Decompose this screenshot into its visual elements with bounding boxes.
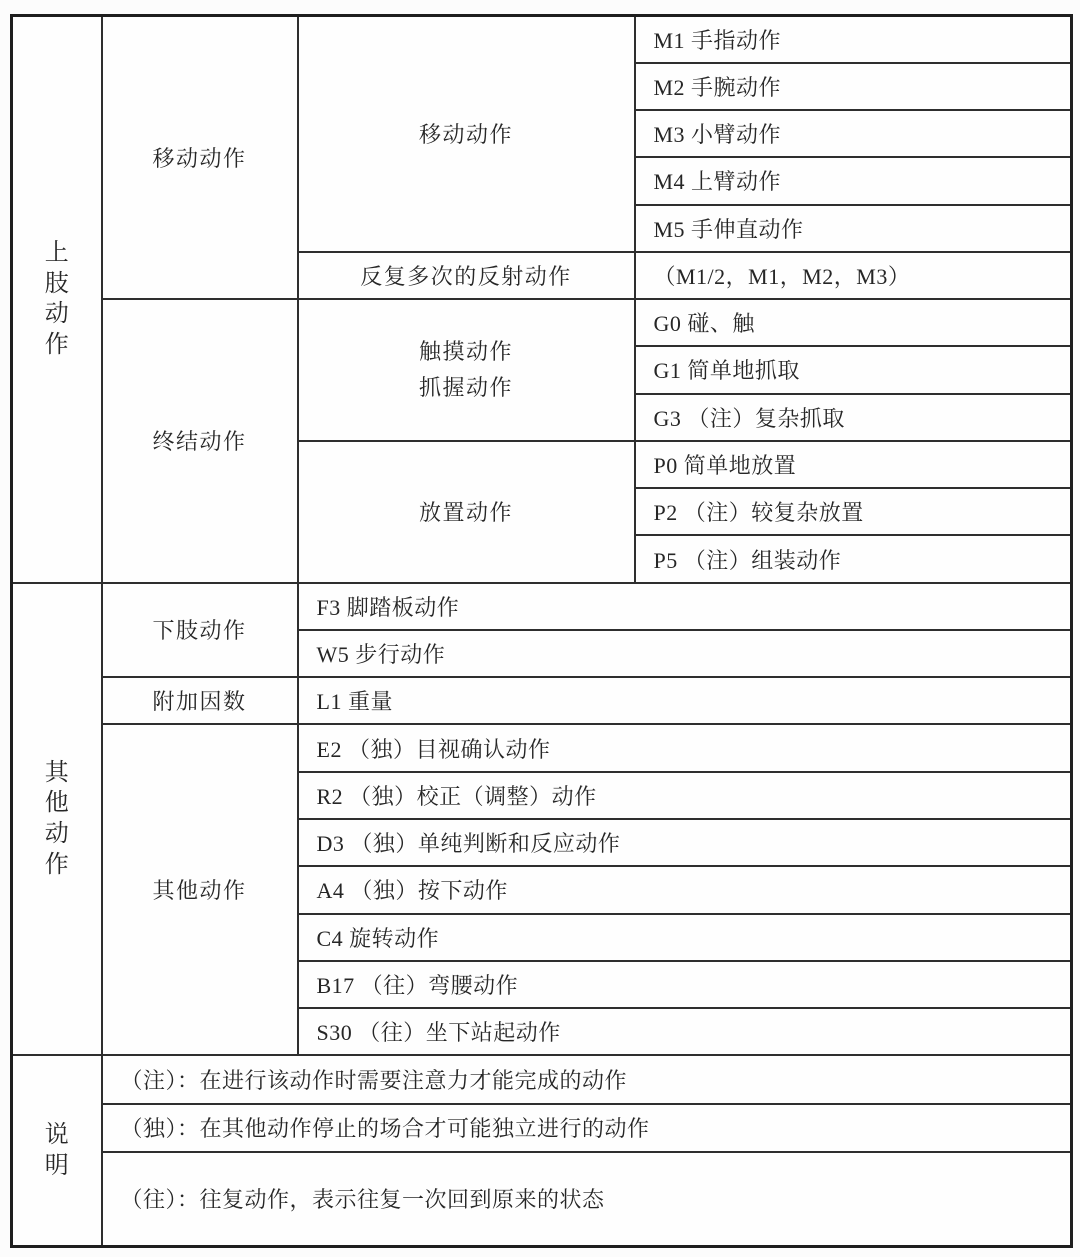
subcategory-repeated-reflex-actions: 反复多次的反射动作 <box>298 252 635 299</box>
category-move-actions: 移动动作 <box>102 16 298 300</box>
section-label-upper-limb-actions <box>12 16 102 583</box>
item-m3-forearm-action: M3 小臂动作 <box>635 110 1072 157</box>
note-wang-reciprocal: （往）：往复动作，表示往复一次回到原来的状态 <box>102 1152 1072 1247</box>
item-m1-finger-action: M1 手指动作 <box>635 16 1072 63</box>
vertical-label-other-actions: 其他动作 <box>44 759 69 878</box>
item-f3-pedal-action: F3 脚踏板动作 <box>298 583 1072 630</box>
subcategory-place-actions: 放置动作 <box>298 441 635 583</box>
note-zhu-attention: （注）：在进行该动作时需要注意力才能完成的动作 <box>102 1055 1072 1103</box>
note-du-independent: （独）：在其他动作停止的场合才可能独立进行的动作 <box>102 1104 1072 1152</box>
item-m4-upper-arm-action: M4 上臂动作 <box>635 157 1072 204</box>
vertical-label-upper-limb: 上肢动作 <box>44 239 69 359</box>
item-p2-complex-place: P2 （注）较复杂放置 <box>635 488 1072 535</box>
item-r2-correction-adjust-action: R2 （独）校正（调整）动作 <box>298 772 1072 819</box>
subcategory-move-actions: 移动动作 <box>298 16 635 252</box>
item-p5-assembly-action: P5 （注）组装动作 <box>635 535 1072 582</box>
category-terminal-actions: 终结动作 <box>102 299 298 583</box>
item-l1-weight: L1 重量 <box>298 677 1072 724</box>
item-s30-sit-stand-action: S30 （往）坐下站起动作 <box>298 1008 1072 1055</box>
item-w5-walking-action: W5 步行动作 <box>298 630 1072 677</box>
item-g0-touch-contact: G0 碰、触 <box>635 299 1072 346</box>
item-reflex-codes: （M1/2，M1，M2，M3） <box>635 252 1072 299</box>
section-label-notes <box>12 1055 102 1246</box>
item-d3-judge-react-action: D3 （独）单纯判断和反应动作 <box>298 819 1072 866</box>
item-m5-arm-extend-action: M5 手伸直动作 <box>635 205 1072 252</box>
touch-actions-label: 触摸动作 <box>418 339 513 365</box>
item-c4-rotate-action: C4 旋转动作 <box>298 914 1072 961</box>
mod-motion-classification-table <box>10 14 1073 1248</box>
item-g3-complex-grasp: G3 （注）复杂抓取 <box>635 394 1072 441</box>
item-a4-press-action: A4 （独）按下动作 <box>298 866 1072 913</box>
category-misc-actions: 其他动作 <box>102 724 298 1055</box>
item-p0-simple-place: P0 简单地放置 <box>635 441 1072 488</box>
section-label-other-actions <box>12 583 102 1056</box>
item-m2-wrist-action: M2 手腕动作 <box>635 63 1072 110</box>
item-e2-visual-confirm-action: E2 （独）目视确认动作 <box>298 724 1072 771</box>
item-g1-simple-grasp: G1 简单地抓取 <box>635 346 1072 393</box>
subcategory-touch-grasp-actions <box>298 299 635 441</box>
category-additional-factor: 附加因数 <box>102 677 298 724</box>
grasp-actions-label: 抓握动作 <box>418 374 513 400</box>
vertical-label-notes: 说明 <box>44 1121 69 1179</box>
category-lower-limb-actions: 下肢动作 <box>102 583 298 678</box>
item-b17-bend-action: B17 （往）弯腰动作 <box>298 961 1072 1008</box>
